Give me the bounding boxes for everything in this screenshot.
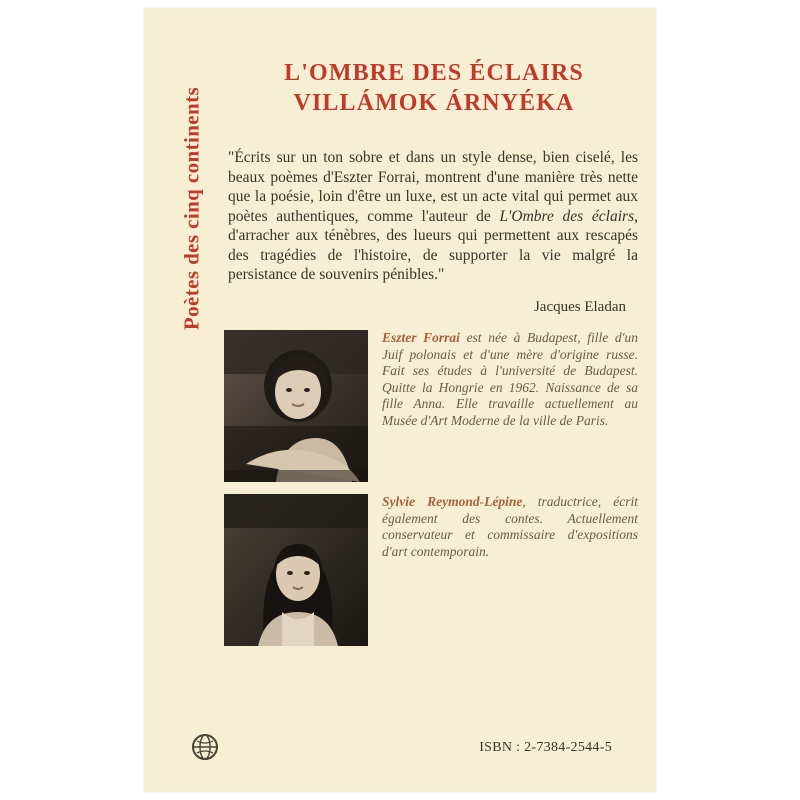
title-line-french: L'OMBRE DES ÉCLAIRS <box>284 60 584 86</box>
blurb-text: "Écrits sur un ton sobre et dans un style dense, bien ciselé, les beaux poèmes d'Eszter Forrai, montrent d'une manière très nette que la poésie, loin d'être un luxe, est un acte vital qui permet aux poètes authentiques, comme l'auteur de L'Ombre des éclairs, d'arracher aux ténèbres, des lueurs qui permettent aux rescapés des tragédies de l'histoire, de supporter la vie malgré la persistance de souvenirs pénibles." <box>228 149 638 283</box>
bio-body: est née à Budapest, fille d'un Juif polonais et d'une mère d'origine russe. Fait ses études à l'université de Budapest. Quitte la Hongrie en 1962. Naissance de sa fille Anna. Elle travaille actuellement au Musée d'Art Moderne de la ville de Paris. <box>382 330 638 428</box>
bio-paragraph <box>382 330 644 429</box>
author-bios <box>224 330 644 658</box>
page-title <box>224 58 644 118</box>
book-back-cover <box>144 8 656 792</box>
bio-body: , traductrice, écrit également des contes. Actuellement conservateur et commissaire d'expositions d'art contemporain. <box>382 494 639 559</box>
bio-author-name: Sylvie Reymond-Lépine <box>382 494 523 509</box>
portrait-sylvie-reymond-lepine <box>224 494 368 646</box>
bio-paragraph <box>382 494 644 560</box>
portrait-eszter-forrai <box>224 330 368 482</box>
cover-content <box>224 8 644 792</box>
title-line-hungarian: VILLÁMOK ÁRNYÉKA <box>293 90 575 116</box>
cover-footer <box>144 724 656 764</box>
blurb-title-italic: L'Ombre des éclairs <box>499 207 635 225</box>
bio-row <box>224 330 644 480</box>
globe-logo <box>190 732 220 762</box>
series-label: Poètes des cinq continents <box>179 86 204 331</box>
bio-row <box>224 494 644 644</box>
blurb-signature: Jacques Eladan <box>533 298 626 315</box>
bio-author-name: Eszter Forrai <box>382 330 460 345</box>
isbn-text: ISBN : 2-7384-2544-5 <box>479 740 612 755</box>
